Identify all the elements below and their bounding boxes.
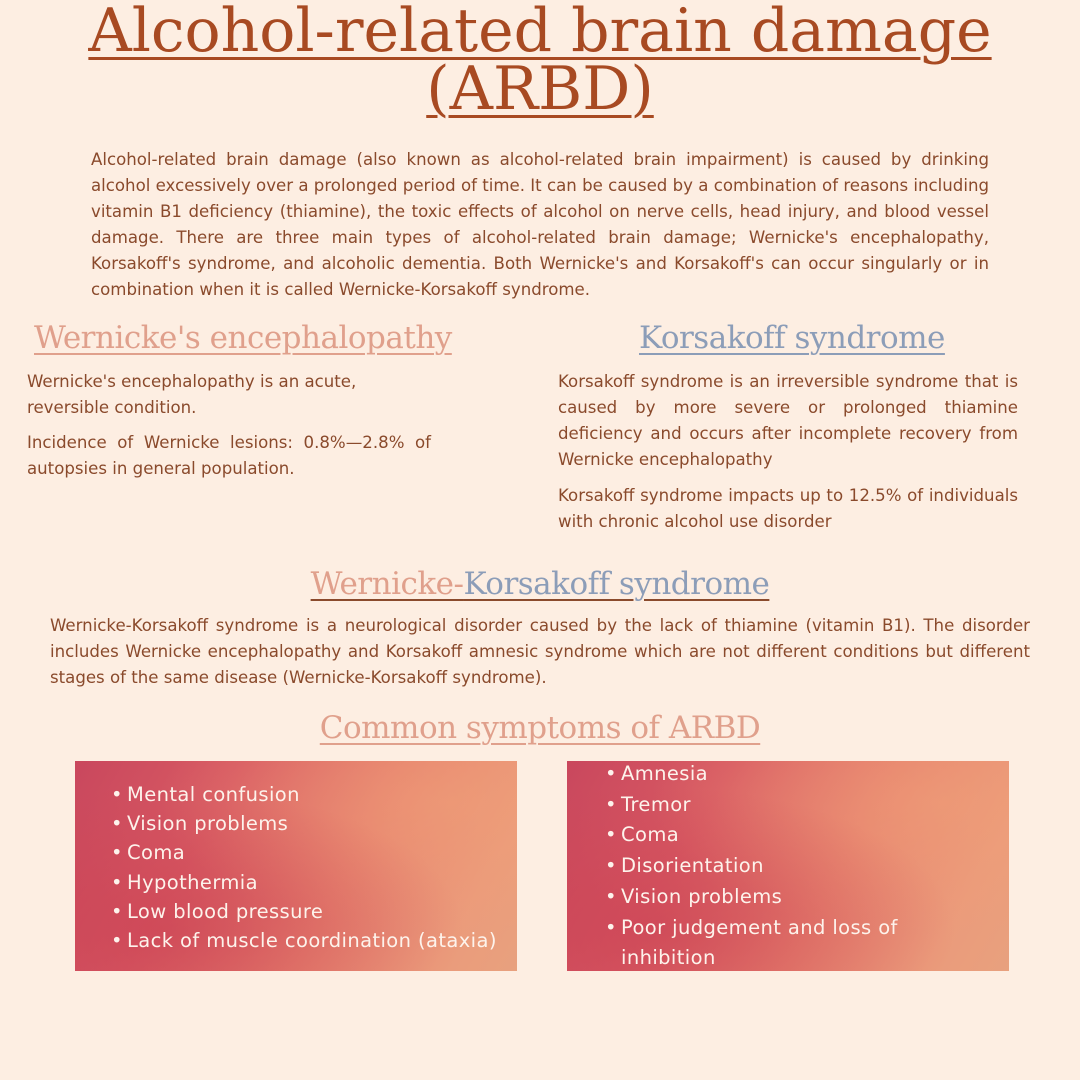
korsakoff-paragraph-2: Korsakoff syndrome impacts up to 12.5% of individuals with chronic alcohol use disorder xyxy=(558,486,1018,531)
symptoms-box-right xyxy=(567,761,1009,971)
wernicke-paragraph-1: Wernicke's encephalopathy is an acute, reversible condition. xyxy=(27,372,357,417)
symptom-item: • Tremor xyxy=(605,790,935,821)
symptom-item: • Vision problems xyxy=(605,882,935,913)
symptom-item: • Amnesia xyxy=(605,761,935,790)
symptom-item: • Disorientation xyxy=(605,851,935,882)
page-title-line2: (ARBD) xyxy=(426,54,654,124)
symptoms-list-left xyxy=(111,780,511,955)
symptom-item: • Low blood pressure xyxy=(111,897,511,926)
wernicke-korsakoff-heading-part1: Wernicke- xyxy=(310,566,464,602)
symptom-item: • Coma xyxy=(605,820,935,851)
symptom-item: • Coma xyxy=(111,838,511,867)
page-title-line1: Alcohol-related brain damage xyxy=(88,0,992,66)
symptoms-box-left xyxy=(75,761,517,971)
korsakoff-paragraph-1: Korsakoff syndrome is an irreversible syndrome that is caused by more severe or prolonged thiamine deficiency and occurs after incomplete recovery from Wernicke encephalopathy xyxy=(558,372,1018,469)
wernicke-korsakoff-heading xyxy=(0,566,1080,602)
wernicke-korsakoff-paragraph: Wernicke-Korsakoff syndrome is a neurological disorder caused by the lack of thiamine (vitamin B1). The disorder includes Wernicke encephalopathy and Korsakoff amnesic syndrome which are not different conditions but different stages of the same disease (Wernicke-Korsakoff syndrome). xyxy=(50,616,1030,687)
wernicke-paragraph-2: Incidence of Wernicke lesions: 0.8%—2.8% of autopsies in general population. xyxy=(27,433,431,478)
korsakoff-heading: Korsakoff syndrome xyxy=(639,320,945,356)
symptom-item: • Mental confusion xyxy=(111,780,511,809)
symptoms-heading: Common symptoms of ARBD xyxy=(319,710,761,746)
symptom-item: • Vision problems xyxy=(111,809,511,838)
intro-paragraph: Alcohol-related brain damage (also known as alcohol-related brain impairment) is caused by drinking alcohol excessively over a prolonged period of time. It can be caused by a combination of reasons including vitamin B1 deficiency (thiamine), the toxic effects of alcohol on nerve cells, head injury, and blood vessel damage. There are three main types of alcohol-related brain damage; Wernicke's encephalopathy, Korsakoff's syndrome, and alcoholic dementia. Both Wernicke's and Korsakoff's can occur singularly or in combination when it is called Wernicke-Korsakoff syndrome. xyxy=(91,150,989,299)
symptom-item: • Hypothermia xyxy=(111,868,511,897)
symptom-item: • Poor judgement and loss of inhibition xyxy=(605,913,935,971)
wernicke-korsakoff-heading-part2: Korsakoff syndrome xyxy=(463,566,770,602)
symptoms-list-right xyxy=(605,761,935,971)
wernicke-heading: Wernicke's encephalopathy xyxy=(34,320,452,356)
symptom-item: • Lack of muscle coordination (ataxia) xyxy=(111,926,511,955)
